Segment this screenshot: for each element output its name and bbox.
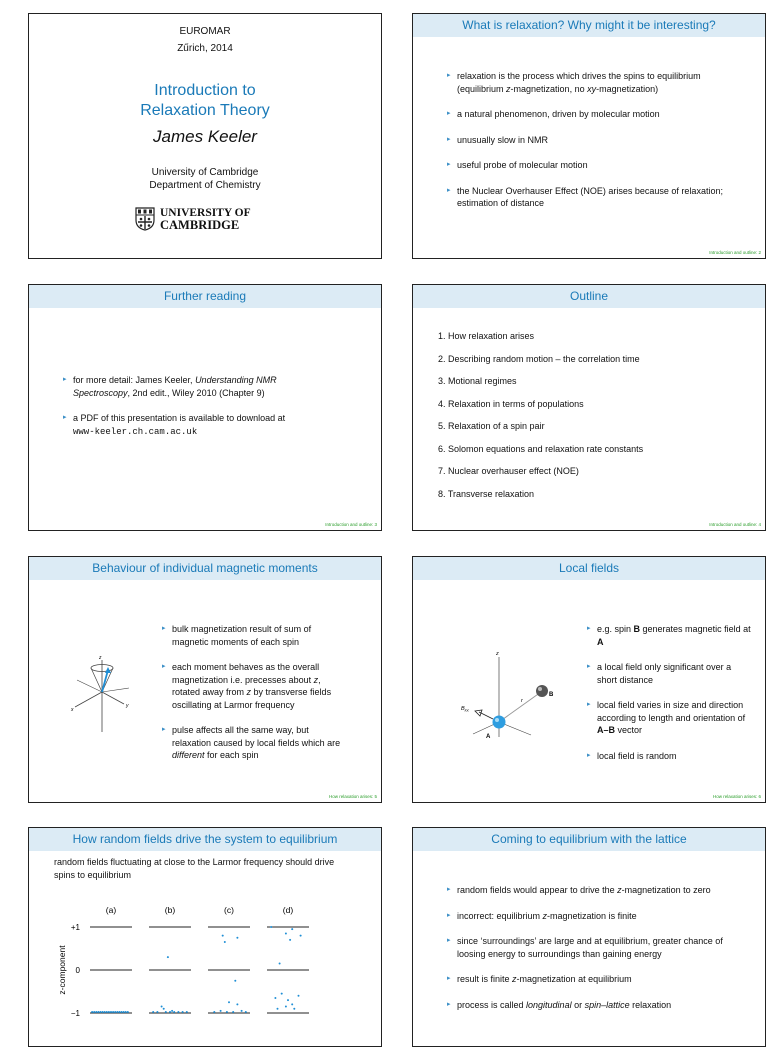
list-item: ▸ a natural phenomenon, driven by molecular motion (447, 108, 737, 121)
slide-magnetic-moments (28, 556, 382, 803)
list-item: ▸ pulse affects all the same way, but relaxation caused by local fields which are different for each spin (162, 724, 342, 762)
y-tick-label: +1 (70, 923, 80, 932)
affiliation-line-2: Department of Chemistry (149, 180, 261, 191)
download-url[interactable]: www-keeler.ch.cam.ac.uk (73, 426, 198, 437)
data-point (222, 935, 224, 937)
data-point (245, 1011, 247, 1013)
data-point (173, 1011, 175, 1013)
axis-label-z: z (496, 651, 499, 657)
data-point (100, 1011, 102, 1013)
list-item: ▸ bulk magnetization result of sum of magnetic moments of each spin (162, 623, 342, 648)
data-point (163, 1008, 165, 1010)
data-point (104, 1011, 106, 1013)
panel-label: (b) (164, 905, 176, 915)
data-point (277, 1008, 279, 1010)
list-item: ▸ incorrect: equilibrium z-magnetization is finite (447, 910, 747, 923)
data-point (281, 993, 283, 995)
list-item: ▸ result is finite z-magnetization at equilibrium (447, 973, 747, 986)
axis-label-y: y (126, 703, 129, 709)
list-item: 6. Solomon equations and relaxation rate constants (438, 443, 644, 454)
list-item: ▸ e.g. spin B generates magnetic field at A (587, 623, 752, 648)
spin-label-a: A (486, 734, 491, 740)
data-point (228, 1001, 230, 1003)
data-point (177, 1011, 179, 1013)
list-item: 8. Transverse relaxation (438, 488, 535, 499)
axis-label-x: x (71, 707, 74, 713)
list-item: ▸ local field varies in size and direction according to length and orientation of A–B vector (587, 699, 752, 737)
data-point (287, 999, 289, 1001)
data-point (123, 1011, 125, 1013)
y-axis-label: z-component (57, 945, 67, 995)
data-point (152, 1011, 154, 1013)
data-point (93, 1011, 95, 1013)
axis-label-z: z (99, 655, 102, 661)
list-item: 4. Relaxation in terms of populations (438, 398, 584, 409)
list-item: 3. Motional regimes (438, 376, 517, 386)
data-point (293, 1008, 295, 1010)
data-point (300, 935, 302, 937)
data-point (226, 1011, 228, 1013)
slide-heading: How random fields drive the system to equilibrium (29, 828, 381, 851)
distance-label-r: r (521, 698, 523, 704)
data-point (91, 1011, 93, 1013)
data-point (125, 1011, 127, 1013)
data-point (161, 1006, 163, 1008)
local-field-label: $B_{loc}$ (461, 706, 470, 713)
list-item: ▸ relaxation is the process which drives the spins to equilibrium (equilibrium z-magnetization, no xy-magnetization) (447, 70, 737, 95)
list-item: ▸ random fields would appear to drive the z-magnetization to zero (447, 884, 747, 897)
slide-footer: Introduction and outline: 3 (325, 522, 377, 527)
list-item: 7. Nuclear overhauser effect (NOE) (438, 466, 579, 476)
data-point (298, 995, 300, 997)
data-point (220, 1010, 222, 1012)
data-point (95, 1011, 97, 1013)
cambridge-logo (135, 207, 255, 231)
panel-label: (c) (224, 905, 234, 915)
list-item: ▸ since ‘surroundings’ are large and at equilibrium, greater chance of loosing energy to surroundings than gaining energy (447, 935, 747, 960)
local-field-diagram (453, 642, 573, 762)
slide-what-is-relaxation (412, 13, 766, 259)
bullet-list (447, 884, 747, 1024)
title-line-2: Relaxation Theory (140, 102, 270, 119)
list-item: ▸ for more detail: James Keeler, Understanding NMR Spectroscopy, 2nd edit., Wiley 2010 (Chapter 9) (63, 374, 313, 399)
panel-label: (a) (105, 905, 117, 915)
slide-random-fields (28, 827, 382, 1047)
bullet-list (587, 623, 752, 775)
logo-text-line-2: CAMBRIDGE (160, 218, 240, 232)
precession-diagram (69, 652, 169, 742)
slide-equilibrium-lattice (412, 827, 766, 1047)
data-point (213, 1011, 215, 1013)
slide-outline (412, 284, 766, 531)
data-point (291, 1003, 293, 1005)
list-item: ▸ a local field only significant over a short distance (587, 661, 752, 686)
data-point (114, 1011, 116, 1013)
data-point (169, 1011, 171, 1013)
data-point (112, 1011, 114, 1013)
intro-text: random fields fluctuating at close to the Larmor frequency should drive spins to equilibrium (54, 857, 335, 880)
slide-footer: How relaxation arises: 5 (328, 794, 377, 799)
y-tick-label: −1 (70, 1009, 80, 1018)
shield-icon (135, 207, 155, 231)
slide-heading: Behaviour of individual magnetic moments (29, 557, 381, 580)
list-item: ▸ each moment behaves as the overall magnetization i.e. precesses about z, rotated away from z by transverse fields oscillating at Larmor frequency (162, 661, 342, 711)
data-point (182, 1011, 184, 1013)
data-point (234, 980, 236, 982)
data-point (285, 932, 287, 934)
slide-heading: Outline (413, 285, 765, 308)
data-point (127, 1011, 129, 1013)
slide-heading: Local fields (413, 557, 765, 580)
logo-text-line-1: UNIVERSITY OF (160, 207, 251, 219)
list-item: ▸ the Nuclear Overhauser Effect (NOE) arises because of relaxation; estimation of distance (447, 185, 737, 210)
data-point (224, 941, 226, 943)
data-point (291, 928, 293, 930)
bullet-list (447, 70, 737, 223)
data-point (236, 937, 238, 939)
data-point (102, 1011, 104, 1013)
slide-heading: Further reading (29, 285, 381, 308)
list-item: ▸ local field is random (587, 750, 752, 763)
place-date: Zűrich, 2014 (177, 43, 233, 54)
outline-list (438, 331, 758, 511)
data-point (236, 1003, 238, 1005)
slide-footer: Introduction and outline: 2 (709, 250, 761, 255)
data-point (274, 997, 276, 999)
list-item: ▸ useful probe of molecular motion (447, 159, 737, 172)
list-item: 2. Describing random motion – the correlation time (438, 353, 640, 364)
bullet-list (162, 623, 342, 775)
data-point (97, 1011, 99, 1013)
data-point (121, 1011, 123, 1013)
affiliation-line-1: University of Cambridge (151, 167, 259, 178)
data-point (118, 1011, 120, 1013)
slide-title (28, 13, 382, 259)
data-point (186, 1011, 188, 1013)
panel-label: (d) (282, 905, 294, 915)
data-point (232, 1011, 234, 1013)
data-point (165, 1011, 167, 1013)
data-point (270, 926, 272, 928)
event-name: EUROMAR (179, 26, 231, 37)
data-point (171, 1010, 173, 1012)
slide-footer: Introduction and outline: 4 (709, 522, 761, 527)
spin-label-b: B (549, 692, 554, 698)
data-point (279, 963, 281, 965)
title-line-1: Introduction to (154, 82, 256, 99)
data-point (285, 1006, 287, 1008)
data-point (156, 1011, 158, 1013)
data-point (289, 939, 291, 941)
data-point (108, 1011, 110, 1013)
y-tick-label: 0 (75, 966, 80, 975)
slide-heading: What is relaxation? Why might it be interesting? (413, 14, 765, 37)
list-item: ▸ a PDF of this presentation is available to download at www-keeler.ch.cam.ac.uk (63, 412, 313, 438)
bullet-list (63, 374, 313, 451)
author-name: James Keeler (153, 127, 257, 146)
z-component-chart (53, 900, 353, 1040)
list-item: ▸ process is called longitudinal or spin–lattice relaxation (447, 999, 747, 1012)
data-point (167, 956, 169, 958)
slide-further-reading (28, 284, 382, 531)
data-point (110, 1011, 112, 1013)
slide-local-fields (412, 556, 766, 803)
data-point (116, 1011, 118, 1013)
list-item: 1. How relaxation arises (438, 331, 535, 341)
list-item: ▸ unusually slow in NMR (447, 134, 737, 147)
slide-heading: Coming to equilibrium with the lattice (413, 828, 765, 851)
list-item: 5. Relaxation of a spin pair (438, 421, 545, 431)
data-point (106, 1011, 108, 1013)
data-point (241, 1010, 243, 1012)
slide-footer: How relaxation arises: 6 (712, 794, 761, 799)
